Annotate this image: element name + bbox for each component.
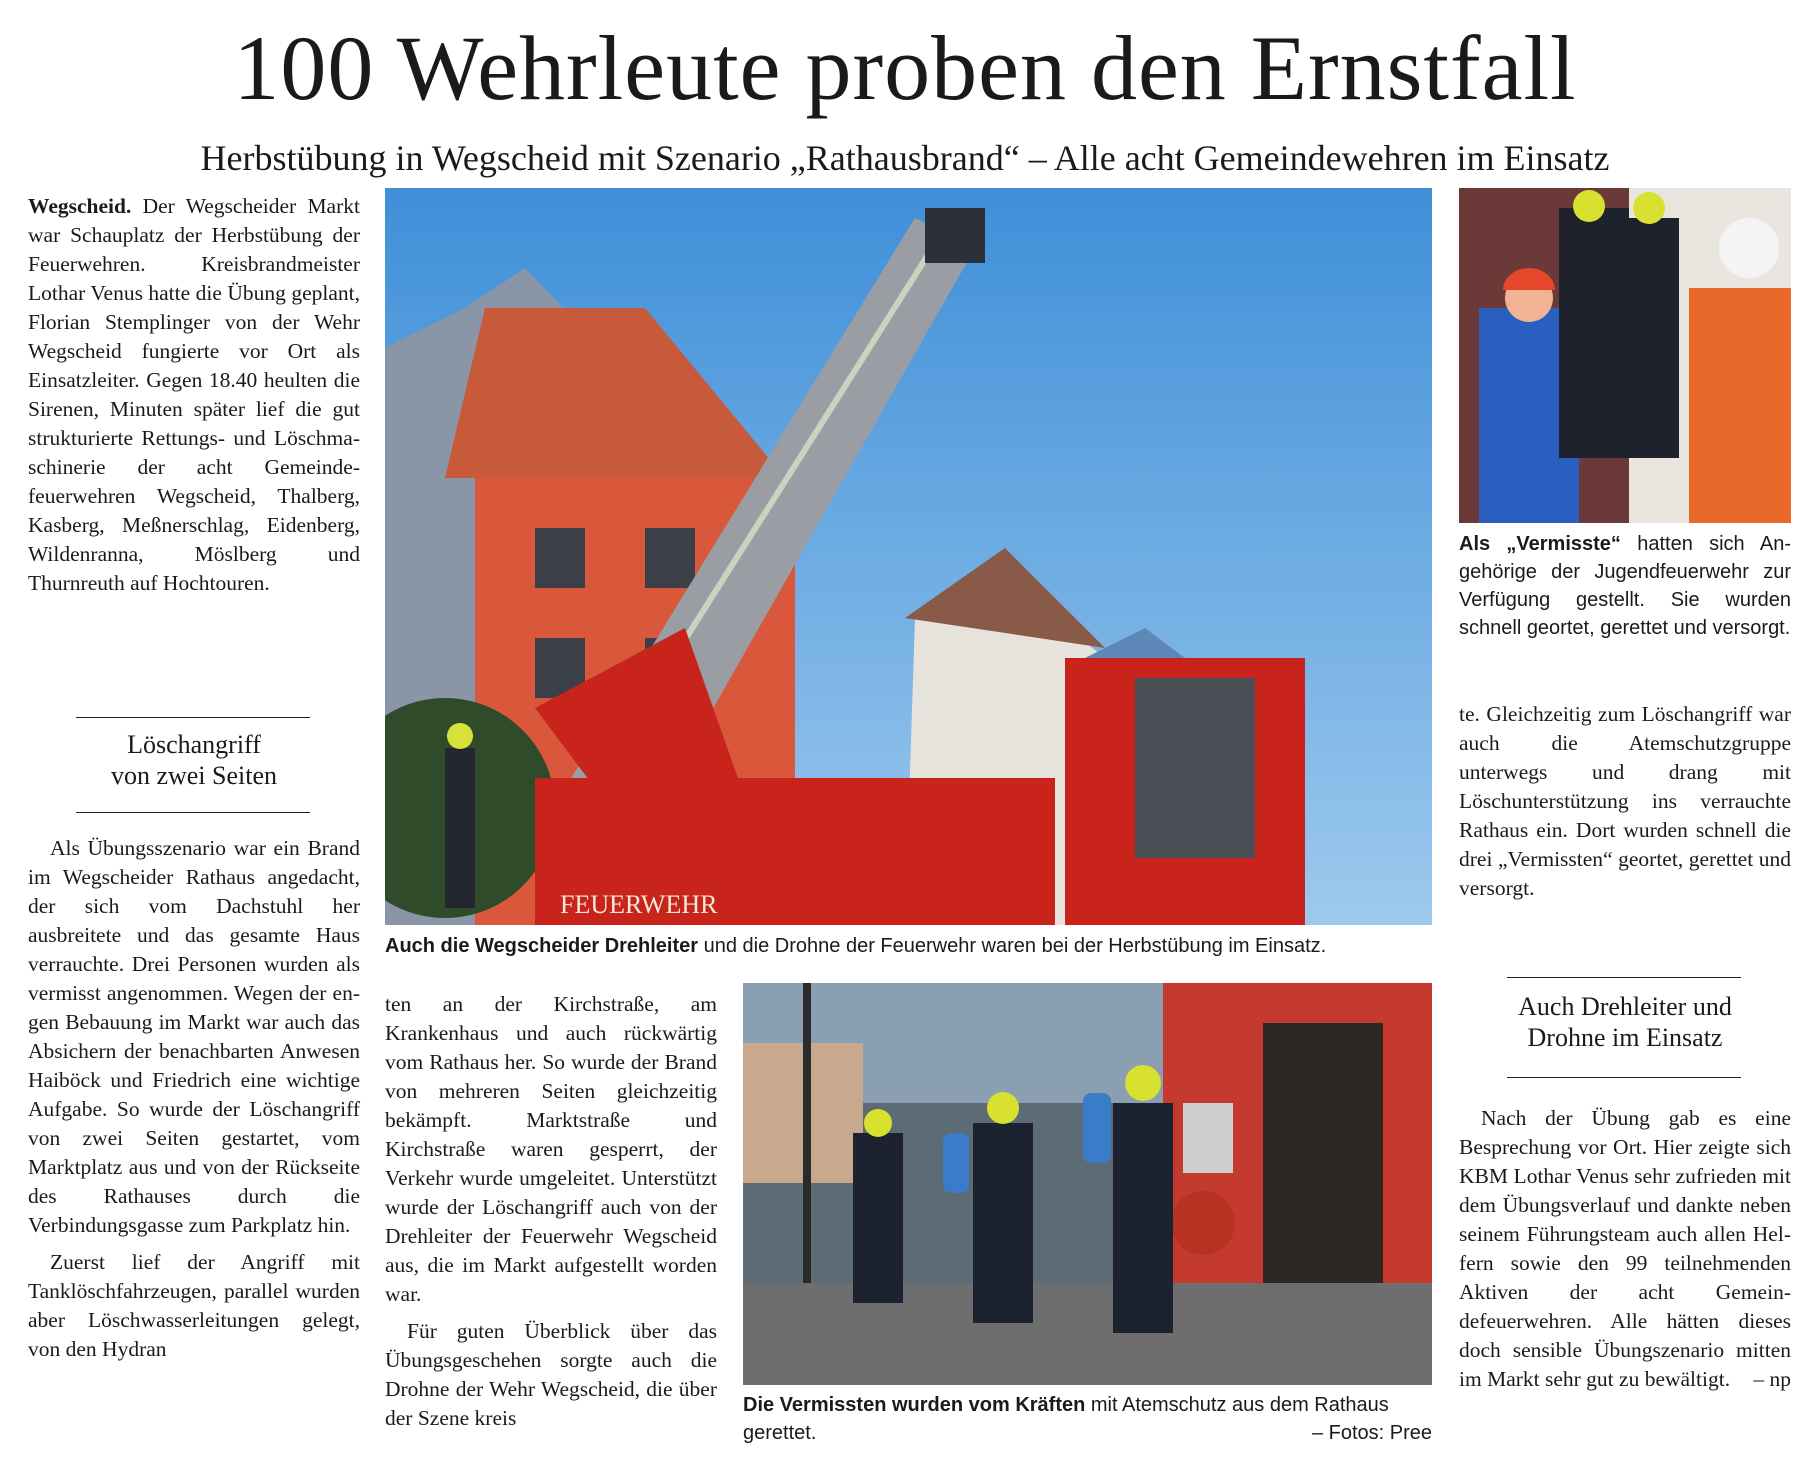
column-4-top (1459, 700, 1791, 903)
truck-lettering: FEUERWEHR (560, 890, 718, 919)
main-photo-caption (385, 932, 1445, 960)
column-1-bottom (28, 834, 360, 1364)
headline: 100 Wehrleute proben den Ernstfall (233, 17, 1577, 119)
col2-paragraph-2: Für guten Überblick über das Übungsgeschehen sorgte auch die Drohne der Wehr Wegscheid, die über der Szene kreis (385, 1319, 717, 1430)
main-caption-bold: Auch die Wegscheider Drehleiter (385, 935, 699, 957)
col4-subhead (1459, 991, 1791, 1053)
col1-subhead-line-1: Löschangriff (127, 730, 261, 759)
col1-paragraph-1: Der Wegscheider Markt war Schauplatz der Herbstübung der Feuerwehren. Kreisbrandmeister Lothar Venus hatte die Übung geplant, Florian Stemplinger von der Wehr Wegscheid fungierte vor Ort als Einsatzleiter. Gegen 18.40 heulten die Sirenen, Minuten später lief die gut strukturierte Rettungs- und Löschmaschinerie der acht Gemeindefeuerwehren Wegscheid, Thalberg, Kasberg, Meßnerschlag, Eidenberg, Wildenranna, Möslberg und Thurnreuth auf Hochtouren. (28, 194, 360, 595)
col1-subhead-line-2: von zwei Seiten (110, 761, 278, 790)
author-initials: – np (1753, 1367, 1791, 1391)
main-photo-ladder-truck (385, 188, 1432, 925)
col4-paragraph-1: te. Gleichzeitig zum Löschangriff war auch die Atemschutzgruppe unterwegs und drang mit Löschunterstützung ins verrauchte Rathaus ein. Dort wurden schnell die drei „Vermissten“ geortet, gerettet und versorgt. (1459, 702, 1791, 900)
col4-subhead-line-1: Auch Drehleiter und (1518, 992, 1732, 1021)
col4-paragraph-2 (1459, 1104, 1791, 1394)
col1-paragraph-3: Zuerst lief der Angriff mit Tanklöschfahrzeugen, parallel wurden aber Löschwasserleitungen gelegt, von den Hydran (28, 1250, 360, 1361)
column-1-top (28, 192, 360, 598)
main-caption-text: und die Drohne der Feuerwehr waren bei der Herbstübung im Einsatz. (698, 935, 1327, 957)
col1-subhead-rule-top (76, 717, 310, 718)
col2-paragraph-1: ten an der Kirchstraße, am Krankenhaus und auch rückwärtig vom Rathaus her. So wurde der Brand von mehreren Seiten gleichzeitig bekämpft. Marktstraße und Kirchstraße waren gesperrt, der Verkehr wurde umgeleitet. Unterstützt wurde der Löschangriff auch von der Drehleiter der Feuerwehr Wegscheid aus, die im Markt aufgestellt worden war. (385, 992, 717, 1306)
col4-paragraph-2-text: Nach der Übung gab es eine Besprechung vor Ort. Hier zeigte sich KBM Lothar Venus sehr zufrieden mit dem Übungsverlauf und dankte neben seinem Führungsteam auch allen Helfern sowie den 99 teilnehmenden Aktiven der acht Gemeindefeuerwehren. Alle hätten dieses doch sensible Übungszenario mitten im Markt sehr gut zu bewältigt. (1459, 1106, 1791, 1391)
right-caption-text: hatten sich Angehörige der Jugendfeuerwehr zur Verfügung gestellt. Sie wurden schnell geortet, gerettet und versorgt. (1459, 533, 1791, 639)
col4-subhead-line-2: Drohne im Einsatz (1527, 1023, 1723, 1052)
right-photo-caption (1459, 530, 1791, 642)
photo-credit: – Fotos: Pree (1311, 1422, 1432, 1444)
bottom-caption-text: mit Atemschutz aus dem Rathaus gerettet. (743, 1394, 1389, 1444)
col4-subhead-rule-top (1507, 977, 1741, 978)
col1-paragraph-2: Als Übungsszenario war ein Brand im Wegscheider Rathaus angedacht, der sich vom Dachstuhl her ausbreitete und das gesamte Haus verrauchte. Drei Personen wurden als vermisst angenommen. Wegen der engen Bebauung im Markt war auch das Absichern der benachbarten Anwesen Haiböck und Friedrich eine wichtige Aufgabe. So wurde der Löschangriff von zwei Seiten gestartet, vom Marktplatz aus und von der Rückseite des Rathauses durch die Verbindungsgasse zum Parkplatz hin. (28, 836, 360, 1237)
right-photo-youth-volunteers (1459, 188, 1791, 523)
subheadline: Herbstübung in Wegscheid mit Szenario „Rathausbrand“ – Alle acht Gemeindewehren im Einsatz (200, 138, 1610, 178)
dateline: Wegscheid. (28, 194, 132, 218)
col4-subhead-rule-bottom (1507, 1077, 1741, 1078)
bottom-photo-rescue-team (743, 983, 1432, 1385)
col1-subhead-rule-bottom (76, 812, 310, 813)
col1-subhead (28, 729, 360, 791)
right-caption-bold: Als „Vermisste“ (1459, 533, 1621, 555)
bottom-caption-bold: Die Vermissten wurden vom Kräften (743, 1394, 1086, 1416)
column-4-bottom (1459, 1104, 1791, 1394)
column-2 (385, 990, 717, 1433)
